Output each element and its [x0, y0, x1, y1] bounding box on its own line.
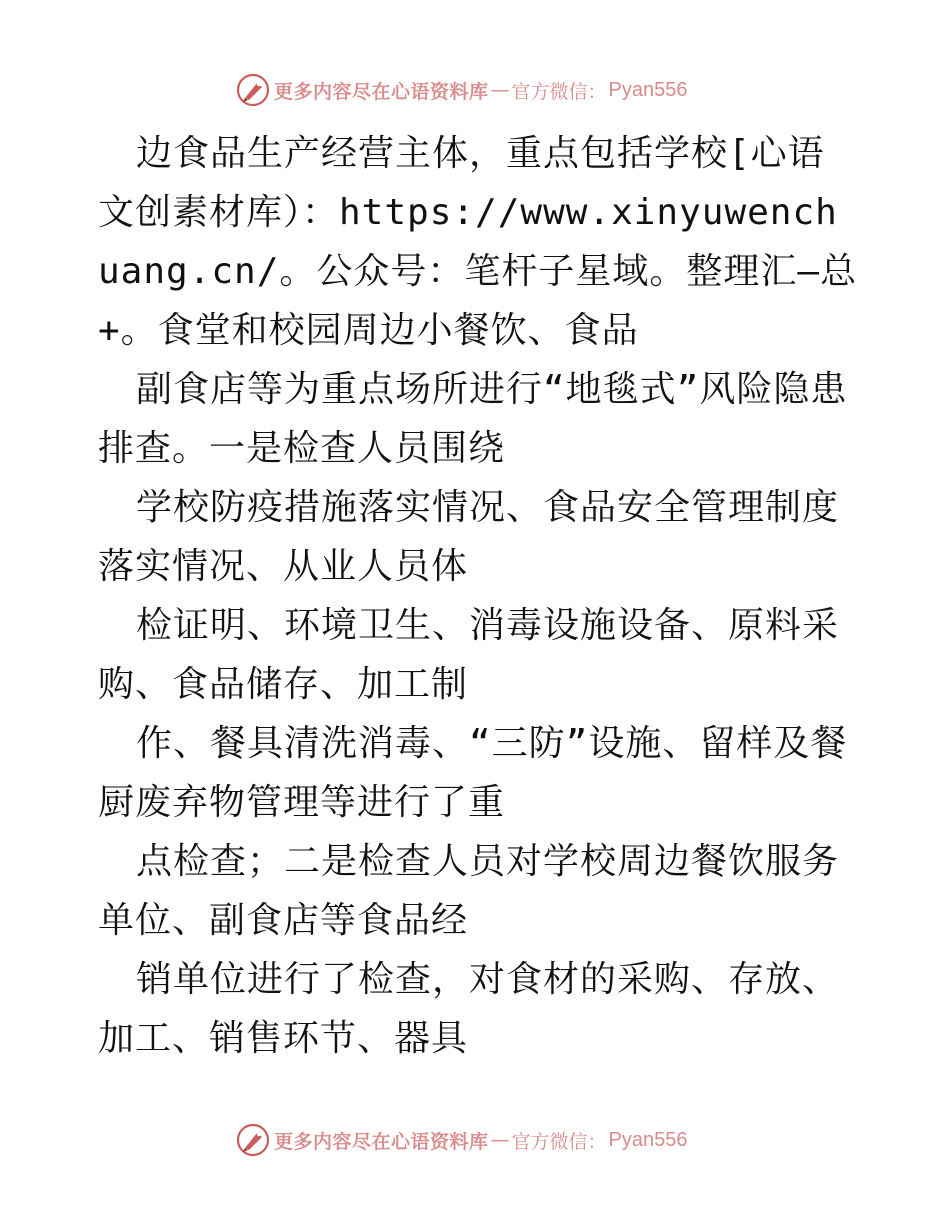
paragraph: 作、餐具清洗消毒、“三防”设施、留样及餐厨废弃物管理等进行了重 [98, 723, 848, 823]
pen-logo-icon [236, 73, 270, 107]
paragraph: 副食店等为重点场所进行“地毯式”风险隐患排查。一是检查人员围绕 [98, 369, 848, 469]
header-wechat-id: Pyan556 [608, 78, 688, 101]
pen-logo-icon [236, 1123, 270, 1157]
footer-wechat-label: 官方微信： [511, 1130, 607, 1153]
paragraph: 销单位进行了检查，对食材的采购、存放、加工、销售环节、器具 [98, 959, 840, 1059]
header-watermark [236, 72, 716, 108]
header-brand-text: 更多内容尽在心语资料库 [274, 80, 489, 103]
header-wechat-label: 官方微信： [511, 80, 607, 103]
paragraph: 学校防疫措施落实情况、食品安全管理制度落实情况、从业人员体 [98, 487, 840, 587]
paragraph: 检证明、环境卫生、消毒设施设备、原料采购、食品储存、加工制 [98, 605, 840, 705]
paragraph: 点检查；二是检查人员对学校周边餐饮服务单位、副食店等食品经 [98, 841, 840, 941]
header-dash: — [490, 79, 510, 101]
footer-dash: — [490, 1129, 510, 1151]
footer-wechat-id: Pyan556 [608, 1128, 688, 1151]
paragraph: 边食品生产经营主体，重点包括学校[心语文创素材库）：https://www.xinyuwenchuang.cn/。公众号：笔杆子星域。整理汇—总+。食堂和校园周边小餐饮、食品 [98, 133, 858, 351]
footer-watermark [236, 1122, 716, 1158]
footer-brand-text: 更多内容尽在心语资料库 [274, 1130, 489, 1153]
document-body [98, 124, 858, 1068]
